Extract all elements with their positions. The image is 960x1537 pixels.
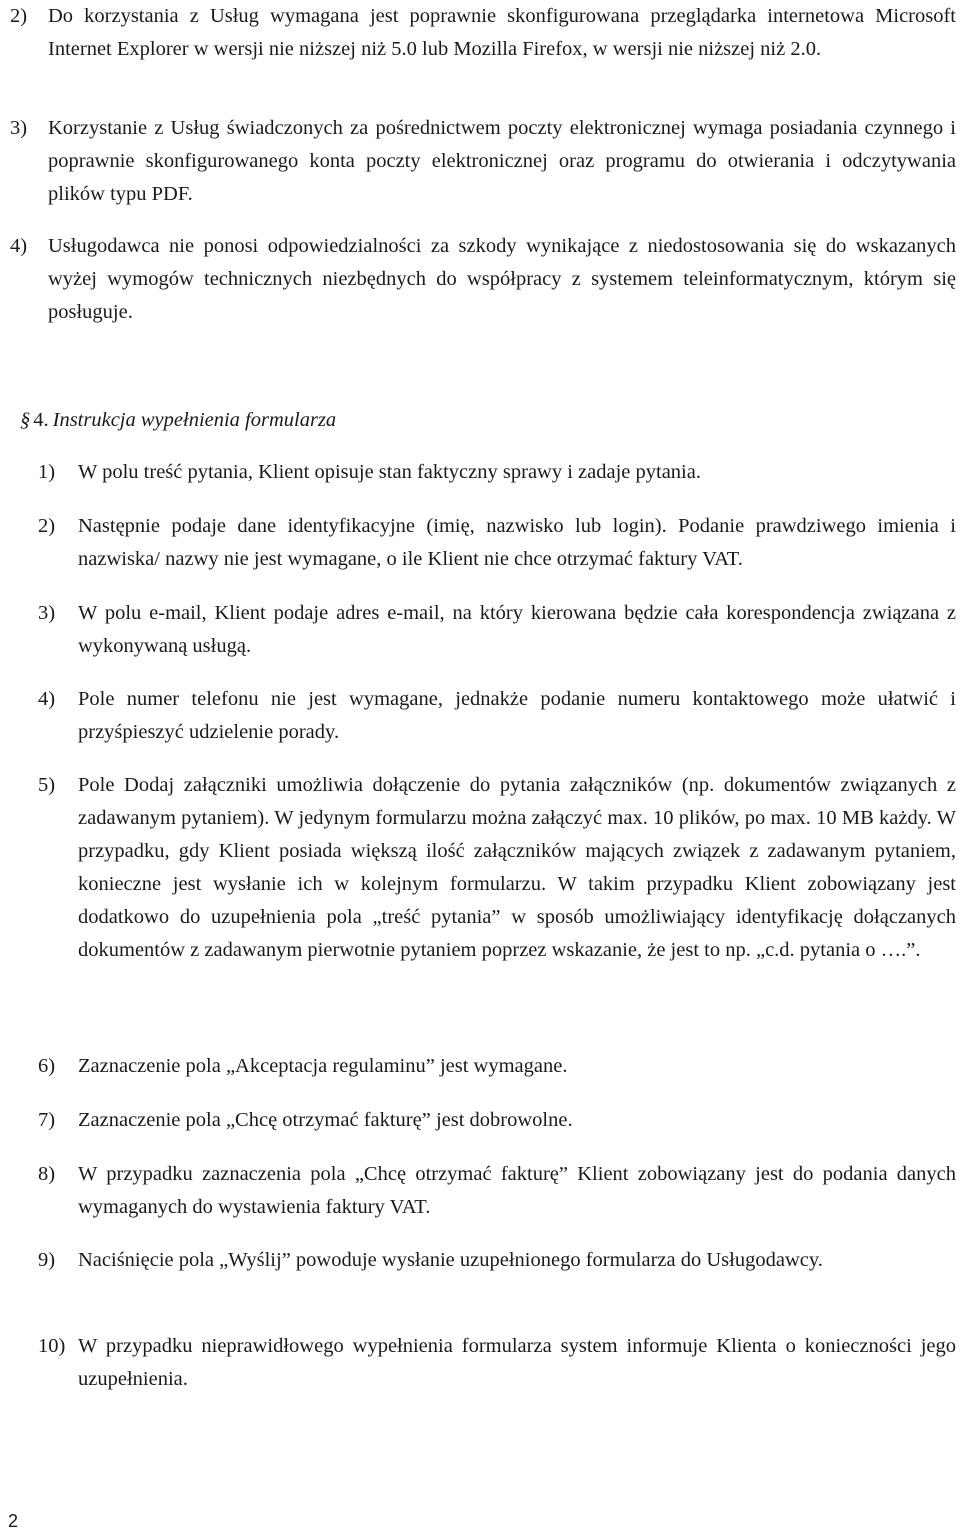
instruction-item-8	[38, 1158, 956, 1224]
list-item-2	[10, 0, 956, 66]
list-item-text: Pole Dodaj załączniki umożliwia dołączenie do pytania załączników (np. dokumentów związanych z zadawanym pytaniem). W jedynym formularzu można załączyć max. 10 plików, po max. 10 MB każdy. W przypadku, gdy Klient posiada większą ilość załączników mających związek z zadawanym pytaniem, konieczne jest wysłanie ich w kolejnym formularzu. W takim przypadku Klient zobowiązany jest dodatkowo do uzupełnienia pola „treść pytania” w sposób umożliwiający identyfikację dołączanych dokumentów z zadawanym pierwotnie pytaniem poprzez wskazanie, że jest to np. „c.d. pytania o ….”.	[78, 774, 956, 961]
list-item-number: 5)	[38, 774, 56, 796]
list-item-4	[10, 230, 956, 329]
section-symbol: §	[20, 409, 31, 431]
list-item-number: 4)	[38, 688, 56, 710]
instruction-item-5	[38, 769, 956, 967]
list-item-number: 8)	[38, 1163, 56, 1185]
section-title: Instrukcja wypełnienia formularza	[52, 409, 337, 431]
list-item-text: W polu treść pytania, Klient opisuje stan faktyczny sprawy i zadaje pytania.	[78, 461, 701, 483]
list-item-number: 3)	[10, 117, 28, 139]
list-item-number: 2)	[38, 515, 56, 537]
section-heading	[20, 404, 336, 437]
instruction-item-9	[38, 1244, 956, 1277]
list-item-text: W przypadku nieprawidłowego wypełnienia formularza system informuje Klienta o konieczności jego uzupełnienia.	[78, 1335, 956, 1390]
list-item-number: 6)	[38, 1055, 56, 1077]
list-item-text: Następnie podaje dane identyfikacyjne (imię, nazwisko lub login). Podanie prawdziwego imienia i nazwiska/ nazwy nie jest wymagane, o ile Klient nie chce otrzymać faktury VAT.	[78, 515, 956, 570]
list-item-text: Zaznaczenie pola „Akceptacja regulaminu” jest wymagane.	[78, 1055, 568, 1077]
list-item-text: W przypadku zaznaczenia pola „Chcę otrzymać fakturę” Klient zobowiązany jest do podania danych wymaganych do wystawienia faktury VAT.	[78, 1163, 956, 1218]
list-item-text: Do korzystania z Usług wymagana jest poprawnie skonfigurowana przeglądarka internetowa Microsoft Internet Explorer w wersji nie niższej niż 5.0 lub Mozilla Firefox, w wersji nie niższej niż 2.0.	[48, 5, 956, 60]
list-item-number: 4)	[10, 235, 28, 257]
instruction-item-1	[38, 456, 956, 489]
list-item-number: 10)	[38, 1335, 66, 1357]
list-item-text: Naciśnięcie pola „Wyślij” powoduje wysłanie uzupełnionego formularza do Usługodawcy.	[78, 1249, 823, 1271]
instruction-item-7	[38, 1104, 956, 1137]
list-item-text: Zaznaczenie pola „Chcę otrzymać fakturę” jest dobrowolne.	[78, 1109, 573, 1131]
list-item-number: 2)	[10, 5, 28, 27]
instruction-item-2	[38, 510, 956, 576]
list-item-text: W polu e-mail, Klient podaje adres e-mail, na który kierowana będzie cała korespondencja związana z wykonywaną usługą.	[78, 602, 956, 657]
list-item-number: 9)	[38, 1249, 56, 1271]
list-item-number: 3)	[38, 602, 56, 624]
list-item-text: Usługodawca nie ponosi odpowiedzialności za szkody wynikające z niedostosowania się do wskazanych wyżej wymogów technicznych niezbędnych do współpracy z systemem teleinformatycznym, którym się posługuje.	[48, 235, 956, 323]
list-item-number: 1)	[38, 461, 56, 483]
list-item-3	[10, 112, 956, 211]
page-number: 2	[8, 1511, 19, 1531]
list-item-text: Korzystanie z Usług świadczonych za pośrednictwem poczty elektronicznej wymaga posiadania czynnego i poprawnie skonfigurowanego konta poczty elektronicznej oraz programu do otwierania i odczytywania plików typu PDF.	[48, 117, 956, 205]
instruction-item-3	[38, 597, 956, 663]
list-item-number: 7)	[38, 1109, 56, 1131]
section-number: 4.	[33, 409, 49, 431]
instruction-item-10	[38, 1330, 956, 1396]
list-item-text: Pole numer telefonu nie jest wymagane, jednakże podanie numeru kontaktowego może ułatwić i przyśpieszyć udzielenie porady.	[78, 688, 956, 743]
instruction-item-6	[38, 1050, 956, 1083]
instruction-item-4	[38, 683, 956, 749]
